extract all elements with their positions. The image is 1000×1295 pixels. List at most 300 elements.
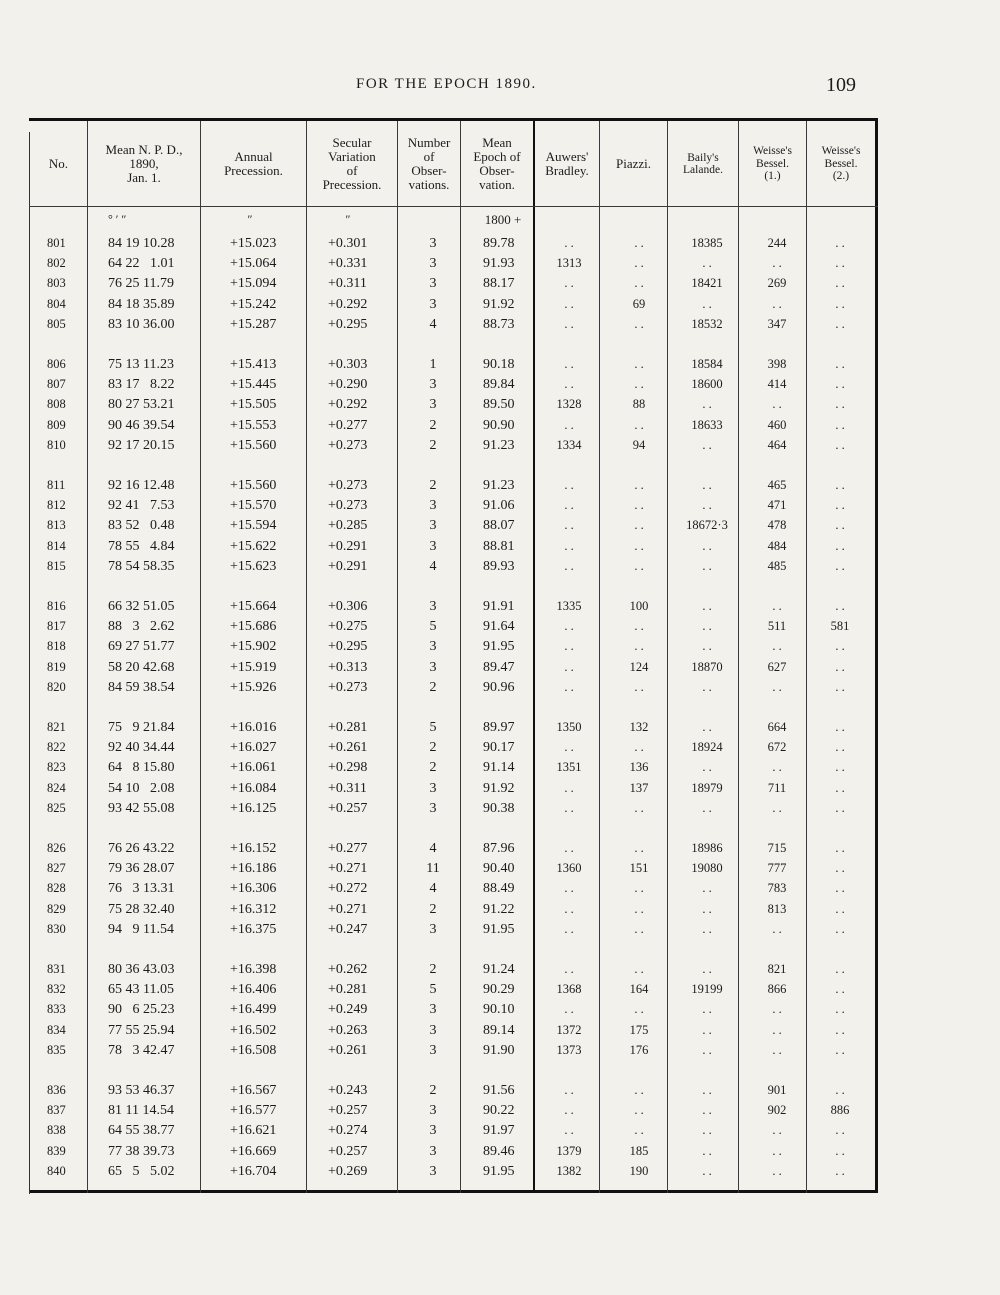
row-number: 821 (47, 720, 66, 734)
observation-count-cell: 5 (429, 720, 437, 735)
row-number: 837 (47, 1103, 66, 1118)
annual-precession-cell: +16.061 (230, 760, 277, 776)
mean-epoch-cell: 88.07 (483, 518, 515, 534)
baily-lalande-cell: 18633 (691, 417, 723, 432)
secular-variation-cell: +0.263 (328, 1022, 368, 1038)
mean-epoch-cell: 91.06 (483, 498, 515, 514)
observation-count-cell: 3 (429, 1143, 437, 1159)
row-number: 819 (47, 659, 66, 674)
baily-lalande-cell: . . (702, 1123, 712, 1138)
mean-epoch-cell: 91.23 (483, 437, 515, 453)
table-row (0, 236, 1000, 256)
weisse-bessel-2-cell: . . (835, 740, 845, 755)
annual-precession-cell: +15.926 (230, 679, 277, 695)
table-row (0, 881, 1000, 901)
mean-epoch-cell: 91.92 (483, 780, 515, 796)
annual-precession-cell: +15.413 (230, 357, 277, 372)
weisse-bessel-2-cell: . . (835, 1083, 845, 1097)
annual-precession-cell: +15.505 (230, 397, 277, 413)
weisse-bessel-2-cell: . . (835, 639, 845, 654)
row-number: 802 (47, 256, 66, 271)
observation-count-cell: 3 (429, 1042, 437, 1058)
mean-npd-cell: 92 16 12.48 (108, 478, 175, 493)
weisse-bessel-1-cell: 347 (767, 316, 787, 331)
secular-variation-cell: +0.311 (328, 780, 367, 796)
table-row (0, 801, 1000, 821)
baily-lalande-cell: 18532 (691, 316, 723, 331)
row-number: 822 (47, 740, 66, 755)
piazzi-cell: 132 (629, 720, 649, 734)
table-row (0, 1083, 1000, 1103)
piazzi-cell: . . (634, 478, 644, 492)
piazzi-cell: 175 (629, 1022, 649, 1037)
weisse-bessel-1-cell: 627 (767, 659, 787, 674)
secular-variation-cell: +0.257 (328, 1143, 368, 1159)
weisse-bessel-2-cell: . . (835, 236, 845, 250)
annual-precession-cell: +15.919 (230, 659, 277, 675)
mean-npd-cell: 77 38 39.73 (108, 1143, 175, 1159)
baily-lalande-cell: 18979 (691, 780, 723, 795)
piazzi-cell: 164 (629, 982, 649, 997)
mean-epoch-cell: 90.40 (483, 861, 515, 877)
table-row (0, 377, 1000, 397)
auwers-bradley-cell: . . (564, 357, 574, 371)
row-number: 810 (47, 437, 66, 452)
table-row (0, 1023, 1000, 1043)
piazzi-cell: . . (634, 538, 644, 553)
secular-variation-cell: +0.298 (328, 760, 368, 776)
table-row (0, 297, 1000, 317)
weisse-bessel-1-cell: 414 (767, 377, 787, 392)
table-row (0, 256, 1000, 276)
row-number: 834 (47, 1022, 66, 1037)
auwers-bradley-cell: . . (564, 619, 574, 634)
header-piazzi: Piazzi. (615, 156, 651, 171)
piazzi-cell: . . (634, 1103, 644, 1118)
observation-count-cell: 3 (429, 780, 437, 796)
piazzi-cell: 151 (629, 861, 649, 876)
weisse-bessel-1-cell: . . (772, 397, 782, 412)
observation-count-cell: 3 (429, 639, 437, 655)
table-row (0, 478, 1000, 498)
baily-lalande-cell: . . (702, 538, 712, 553)
table-row (0, 1164, 1000, 1184)
baily-lalande-cell: . . (702, 1103, 712, 1118)
row-number: 823 (47, 760, 66, 775)
mean-npd-cell: 78 54 58.35 (108, 558, 175, 574)
secular-variation-cell: +0.292 (328, 397, 368, 413)
mean-epoch-cell: 88.17 (483, 276, 515, 292)
auwers-bradley-cell: . . (564, 679, 574, 694)
piazzi-cell: 185 (629, 1143, 649, 1158)
secular-variation-cell: +0.281 (328, 720, 368, 735)
weisse-bessel-2-cell: . . (835, 720, 845, 734)
weisse-bessel-1-cell: . . (772, 599, 782, 613)
weisse-bessel-1-cell: . . (772, 760, 782, 775)
row-number: 836 (47, 1083, 66, 1097)
piazzi-cell: . . (634, 417, 644, 432)
piazzi-cell: 88 (632, 397, 646, 412)
auwers-bradley-cell: 1351 (556, 760, 582, 775)
weisse-bessel-1-cell: . . (772, 1042, 782, 1057)
annual-precession-cell: +15.242 (230, 296, 277, 312)
mean-npd-cell: 92 17 20.15 (108, 437, 175, 453)
auwers-bradley-cell: . . (564, 639, 574, 654)
weisse-bessel-1-cell: 664 (767, 720, 787, 734)
weisse-bessel-2-cell: . . (835, 316, 845, 331)
mean-npd-cell: 65 43 11.05 (108, 982, 174, 998)
baily-lalande-cell: 19199 (691, 982, 723, 997)
annual-precession-cell: +16.577 (230, 1103, 277, 1119)
secular-variation-cell: +0.331 (328, 256, 368, 272)
mean-npd-cell: 78 3 42.47 (108, 1042, 175, 1058)
page-header (0, 76, 1000, 106)
unit-annual: ″ (247, 212, 253, 226)
mean-epoch-cell: 91.92 (483, 296, 515, 312)
baily-lalande-cell: . . (702, 599, 712, 613)
row-number: 833 (47, 1002, 66, 1017)
mean-epoch-cell: 89.47 (483, 659, 515, 675)
weisse-bessel-2-cell: . . (835, 962, 845, 976)
row-number: 812 (47, 498, 66, 513)
row-number: 825 (47, 800, 66, 815)
annual-precession-cell: +15.902 (230, 639, 277, 655)
secular-variation-cell: +0.271 (328, 901, 368, 917)
weisse-bessel-1-cell: 244 (767, 236, 787, 250)
weisse-bessel-1-cell: . . (772, 1163, 782, 1178)
secular-variation-cell: +0.243 (328, 1083, 368, 1098)
mean-epoch-cell: 91.64 (483, 619, 515, 635)
table-row (0, 841, 1000, 861)
weisse-bessel-2-cell: . . (835, 760, 845, 775)
secular-variation-cell: +0.295 (328, 639, 368, 655)
weisse-bessel-2-cell: . . (835, 1002, 845, 1017)
mean-npd-cell: 64 22 1.01 (108, 256, 175, 272)
row-number: 811 (47, 478, 66, 492)
table-row (0, 760, 1000, 780)
mean-npd-cell: 79 36 28.07 (108, 861, 175, 877)
observation-count-cell: 3 (429, 377, 437, 393)
header-weisse2: Weisse's Bessel. (2.) (821, 145, 861, 183)
header-epoch: Mean Epoch of Obser- vation. (473, 135, 521, 192)
auwers-bradley-cell: 1382 (556, 1163, 582, 1178)
baily-lalande-cell: . . (702, 921, 712, 936)
weisse-bessel-1-cell: . . (772, 1002, 782, 1017)
weisse-bessel-2-cell: 886 (830, 1103, 850, 1118)
weisse-bessel-1-cell: . . (772, 256, 782, 271)
mean-npd-cell: 90 46 39.54 (108, 417, 175, 433)
table-row (0, 559, 1000, 579)
auwers-bradley-cell: . . (564, 518, 574, 533)
weisse-bessel-2-cell: . . (835, 417, 845, 432)
baily-lalande-cell: . . (702, 296, 712, 311)
secular-variation-cell: +0.249 (328, 1002, 368, 1018)
secular-variation-cell: +0.247 (328, 921, 368, 937)
baily-lalande-cell: . . (702, 901, 712, 916)
mean-epoch-cell: 91.97 (483, 1123, 515, 1139)
row-number: 824 (47, 780, 66, 795)
auwers-bradley-cell: 1334 (556, 437, 582, 452)
mean-npd-cell: 64 8 15.80 (108, 760, 175, 776)
mean-epoch-cell: 89.97 (483, 720, 515, 735)
mean-npd-cell: 84 18 35.89 (108, 296, 175, 312)
observation-count-cell: 4 (429, 841, 437, 856)
auwers-bradley-cell: 1379 (556, 1143, 582, 1158)
secular-variation-cell: +0.277 (328, 841, 368, 856)
auwers-bradley-cell: . . (564, 659, 574, 674)
observation-count-cell: 2 (429, 417, 437, 433)
piazzi-cell: . . (634, 357, 644, 371)
baily-lalande-cell: . . (702, 256, 712, 271)
mean-epoch-cell: 89.84 (483, 377, 515, 393)
mean-npd-cell: 83 17 8.22 (108, 377, 175, 393)
mean-epoch-cell: 91.90 (483, 1042, 515, 1058)
weisse-bessel-1-cell: . . (772, 639, 782, 654)
weisse-bessel-1-cell: . . (772, 1022, 782, 1037)
annual-precession-cell: +15.622 (230, 538, 277, 554)
auwers-bradley-cell: . . (564, 276, 574, 291)
observation-count-cell: 4 (429, 881, 437, 897)
annual-precession-cell: +15.686 (230, 619, 277, 635)
weisse-bessel-1-cell: 813 (767, 901, 787, 916)
mean-epoch-cell: 90.90 (483, 417, 515, 433)
mean-epoch-cell: 89.50 (483, 397, 515, 413)
weisse-bessel-2-cell: . . (835, 1042, 845, 1057)
annual-precession-cell: +16.704 (230, 1163, 277, 1179)
table-row (0, 902, 1000, 922)
weisse-bessel-2-cell: . . (835, 861, 845, 876)
weisse-bessel-1-cell: . . (772, 679, 782, 694)
auwers-bradley-cell: . . (564, 1123, 574, 1138)
piazzi-cell: . . (634, 962, 644, 976)
row-number: 831 (47, 962, 66, 976)
mean-npd-cell: 75 28 32.40 (108, 901, 175, 917)
secular-variation-cell: +0.285 (328, 518, 368, 534)
secular-variation-cell: +0.261 (328, 1042, 368, 1058)
piazzi-cell: . . (634, 921, 644, 936)
weisse-bessel-2-cell: . . (835, 397, 845, 412)
mean-epoch-cell: 89.78 (483, 236, 515, 251)
weisse-bessel-1-cell: . . (772, 800, 782, 815)
piazzi-cell: . . (634, 1083, 644, 1097)
weisse-bessel-1-cell: . . (772, 921, 782, 936)
weisse-bessel-2-cell: . . (835, 437, 845, 452)
annual-precession-cell: +16.567 (230, 1083, 277, 1098)
secular-variation-cell: +0.301 (328, 236, 368, 251)
weisse-bessel-1-cell: 777 (767, 861, 787, 876)
weisse-bessel-1-cell: . . (772, 296, 782, 311)
auwers-bradley-cell: . . (564, 417, 574, 432)
piazzi-cell: 137 (629, 780, 649, 795)
observation-count-cell: 3 (429, 498, 437, 514)
row-number: 806 (47, 357, 66, 371)
observation-count-cell: 2 (429, 437, 437, 453)
secular-variation-cell: +0.291 (328, 558, 368, 574)
piazzi-cell: . . (634, 740, 644, 755)
auwers-bradley-cell: . . (564, 962, 574, 976)
secular-variation-cell: +0.257 (328, 1103, 368, 1119)
mean-npd-cell: 92 40 34.44 (108, 740, 175, 756)
weisse-bessel-1-cell: 715 (767, 841, 787, 855)
mean-npd-cell: 90 6 25.23 (108, 1002, 175, 1018)
weisse-bessel-2-cell: . . (835, 659, 845, 674)
baily-lalande-cell: . . (702, 962, 712, 976)
mean-epoch-cell: 91.56 (483, 1083, 515, 1098)
mean-epoch-cell: 91.14 (483, 760, 515, 776)
table-row (0, 1043, 1000, 1063)
weisse-bessel-1-cell: . . (772, 1143, 782, 1158)
weisse-bessel-1-cell: 478 (767, 518, 787, 533)
row-number: 829 (47, 901, 66, 916)
observation-count-cell: 11 (426, 861, 440, 877)
mean-epoch-cell: 91.95 (483, 921, 515, 937)
unit-npd: ° ′ ″ (108, 212, 127, 226)
row-number: 801 (47, 236, 66, 250)
header-no: No. (48, 156, 69, 171)
observation-count-cell: 3 (429, 1123, 437, 1139)
weisse-bessel-2-cell: . . (835, 1123, 845, 1138)
observation-count-cell: 2 (429, 740, 437, 756)
auwers-bradley-cell: . . (564, 921, 574, 936)
baily-lalande-cell: . . (702, 639, 712, 654)
weisse-bessel-1-cell: 672 (767, 740, 787, 755)
baily-lalande-cell: . . (702, 1163, 712, 1178)
auwers-bradley-cell: 1372 (556, 1022, 582, 1037)
weisse-bessel-2-cell: . . (835, 921, 845, 936)
secular-variation-cell: +0.272 (328, 881, 368, 897)
baily-lalande-cell: . . (702, 397, 712, 412)
table-row (0, 539, 1000, 559)
observation-count-cell: 2 (429, 679, 437, 695)
secular-variation-cell: +0.281 (328, 982, 368, 998)
row-number: 816 (47, 599, 66, 613)
table-row (0, 639, 1000, 659)
auwers-bradley-cell: . . (564, 1002, 574, 1017)
table-row (0, 720, 1000, 740)
auwers-bradley-cell: 1335 (556, 599, 582, 613)
annual-precession-cell: +16.152 (230, 841, 277, 856)
observation-count-cell: 3 (429, 921, 437, 937)
secular-variation-cell: +0.257 (328, 800, 368, 816)
baily-lalande-cell: . . (702, 498, 712, 513)
table-row (0, 1123, 1000, 1143)
annual-precession-cell: +16.669 (230, 1143, 277, 1159)
observation-count-cell: 3 (429, 276, 437, 292)
auwers-bradley-cell: . . (564, 538, 574, 553)
auwers-bradley-cell: . . (564, 800, 574, 815)
piazzi-cell: 69 (632, 296, 646, 311)
piazzi-cell: 190 (629, 1163, 649, 1178)
table-row (0, 518, 1000, 538)
mean-npd-cell: 93 53 46.37 (108, 1083, 175, 1098)
baily-lalande-cell: 18924 (691, 740, 723, 755)
weisse-bessel-1-cell: 821 (767, 962, 787, 976)
observation-count-cell: 2 (429, 478, 437, 493)
piazzi-cell: 136 (629, 760, 649, 775)
piazzi-cell: . . (634, 800, 644, 815)
annual-precession-cell: +15.023 (230, 236, 277, 251)
row-number: 828 (47, 881, 66, 896)
annual-precession-cell: +15.560 (230, 478, 277, 493)
weisse-bessel-2-cell: . . (835, 518, 845, 533)
annual-precession-cell: +15.623 (230, 558, 277, 574)
row-number: 826 (47, 841, 66, 855)
mean-epoch-cell: 89.93 (483, 558, 515, 574)
secular-variation-cell: +0.306 (328, 599, 368, 614)
mean-epoch-cell: 89.14 (483, 1022, 515, 1038)
table-row (0, 276, 1000, 296)
observation-count-cell: 3 (429, 659, 437, 675)
mean-epoch-cell: 90.29 (483, 982, 515, 998)
baily-lalande-cell: . . (702, 800, 712, 815)
weisse-bessel-1-cell: 511 (767, 619, 787, 634)
observation-count-cell: 3 (429, 1103, 437, 1119)
baily-lalande-cell: . . (702, 1143, 712, 1158)
weisse-bessel-1-cell: 464 (767, 437, 787, 452)
baily-lalande-cell: . . (702, 881, 712, 896)
weisse-bessel-2-cell: . . (835, 1022, 845, 1037)
piazzi-cell: . . (634, 498, 644, 513)
baily-lalande-cell: . . (702, 619, 712, 634)
piazzi-cell: . . (634, 256, 644, 271)
piazzi-cell: . . (634, 377, 644, 392)
mean-epoch-cell: 91.22 (483, 901, 515, 917)
mean-epoch-cell: 88.49 (483, 881, 515, 897)
weisse-bessel-1-cell: 269 (767, 276, 787, 291)
annual-precession-cell: +16.621 (230, 1123, 277, 1139)
baily-lalande-cell: 18672·3 (686, 518, 728, 533)
mean-epoch-cell: 90.17 (483, 740, 515, 756)
weisse-bessel-1-cell: 902 (767, 1103, 787, 1118)
auwers-bradley-cell: . . (564, 881, 574, 896)
mean-epoch-cell: 91.93 (483, 256, 515, 272)
baily-lalande-cell: 19080 (691, 861, 723, 876)
header-annual: Annual Precession. (224, 149, 283, 178)
secular-variation-cell: +0.273 (328, 498, 368, 514)
mean-epoch-cell: 90.22 (483, 1103, 515, 1119)
annual-precession-cell: +15.287 (230, 316, 277, 332)
weisse-bessel-2-cell: 581 (830, 619, 850, 634)
table-row (0, 357, 1000, 377)
observation-count-cell: 4 (429, 558, 437, 574)
observation-count-cell: 3 (429, 599, 437, 614)
auwers-bradley-cell: . . (564, 236, 574, 250)
auwers-bradley-cell: . . (564, 780, 574, 795)
mean-npd-cell: 75 13 11.23 (108, 357, 174, 372)
weisse-bessel-1-cell: 398 (767, 357, 787, 371)
observation-count-cell: 3 (429, 518, 437, 534)
weisse-bessel-2-cell: . . (835, 1163, 845, 1178)
piazzi-cell: . . (634, 518, 644, 533)
table-row (0, 680, 1000, 700)
annual-precession-cell: +15.094 (230, 276, 277, 292)
weisse-bessel-1-cell: 783 (767, 881, 787, 896)
mean-epoch-cell: 91.24 (483, 962, 515, 977)
observation-count-cell: 3 (429, 296, 437, 312)
weisse-bessel-1-cell: 465 (767, 478, 787, 492)
observation-count-cell: 4 (429, 316, 437, 332)
piazzi-cell: . . (634, 276, 644, 291)
observation-count-cell: 3 (429, 397, 437, 413)
auwers-bradley-cell: . . (564, 1103, 574, 1118)
baily-lalande-cell: . . (702, 558, 712, 573)
baily-lalande-cell: . . (702, 1002, 712, 1017)
weisse-bessel-2-cell: . . (835, 599, 845, 613)
mean-npd-cell: 93 42 55.08 (108, 800, 175, 816)
mean-epoch-cell: 88.81 (483, 538, 515, 554)
mean-epoch-cell: 90.18 (483, 357, 515, 372)
auwers-bradley-cell: . . (564, 1083, 574, 1097)
